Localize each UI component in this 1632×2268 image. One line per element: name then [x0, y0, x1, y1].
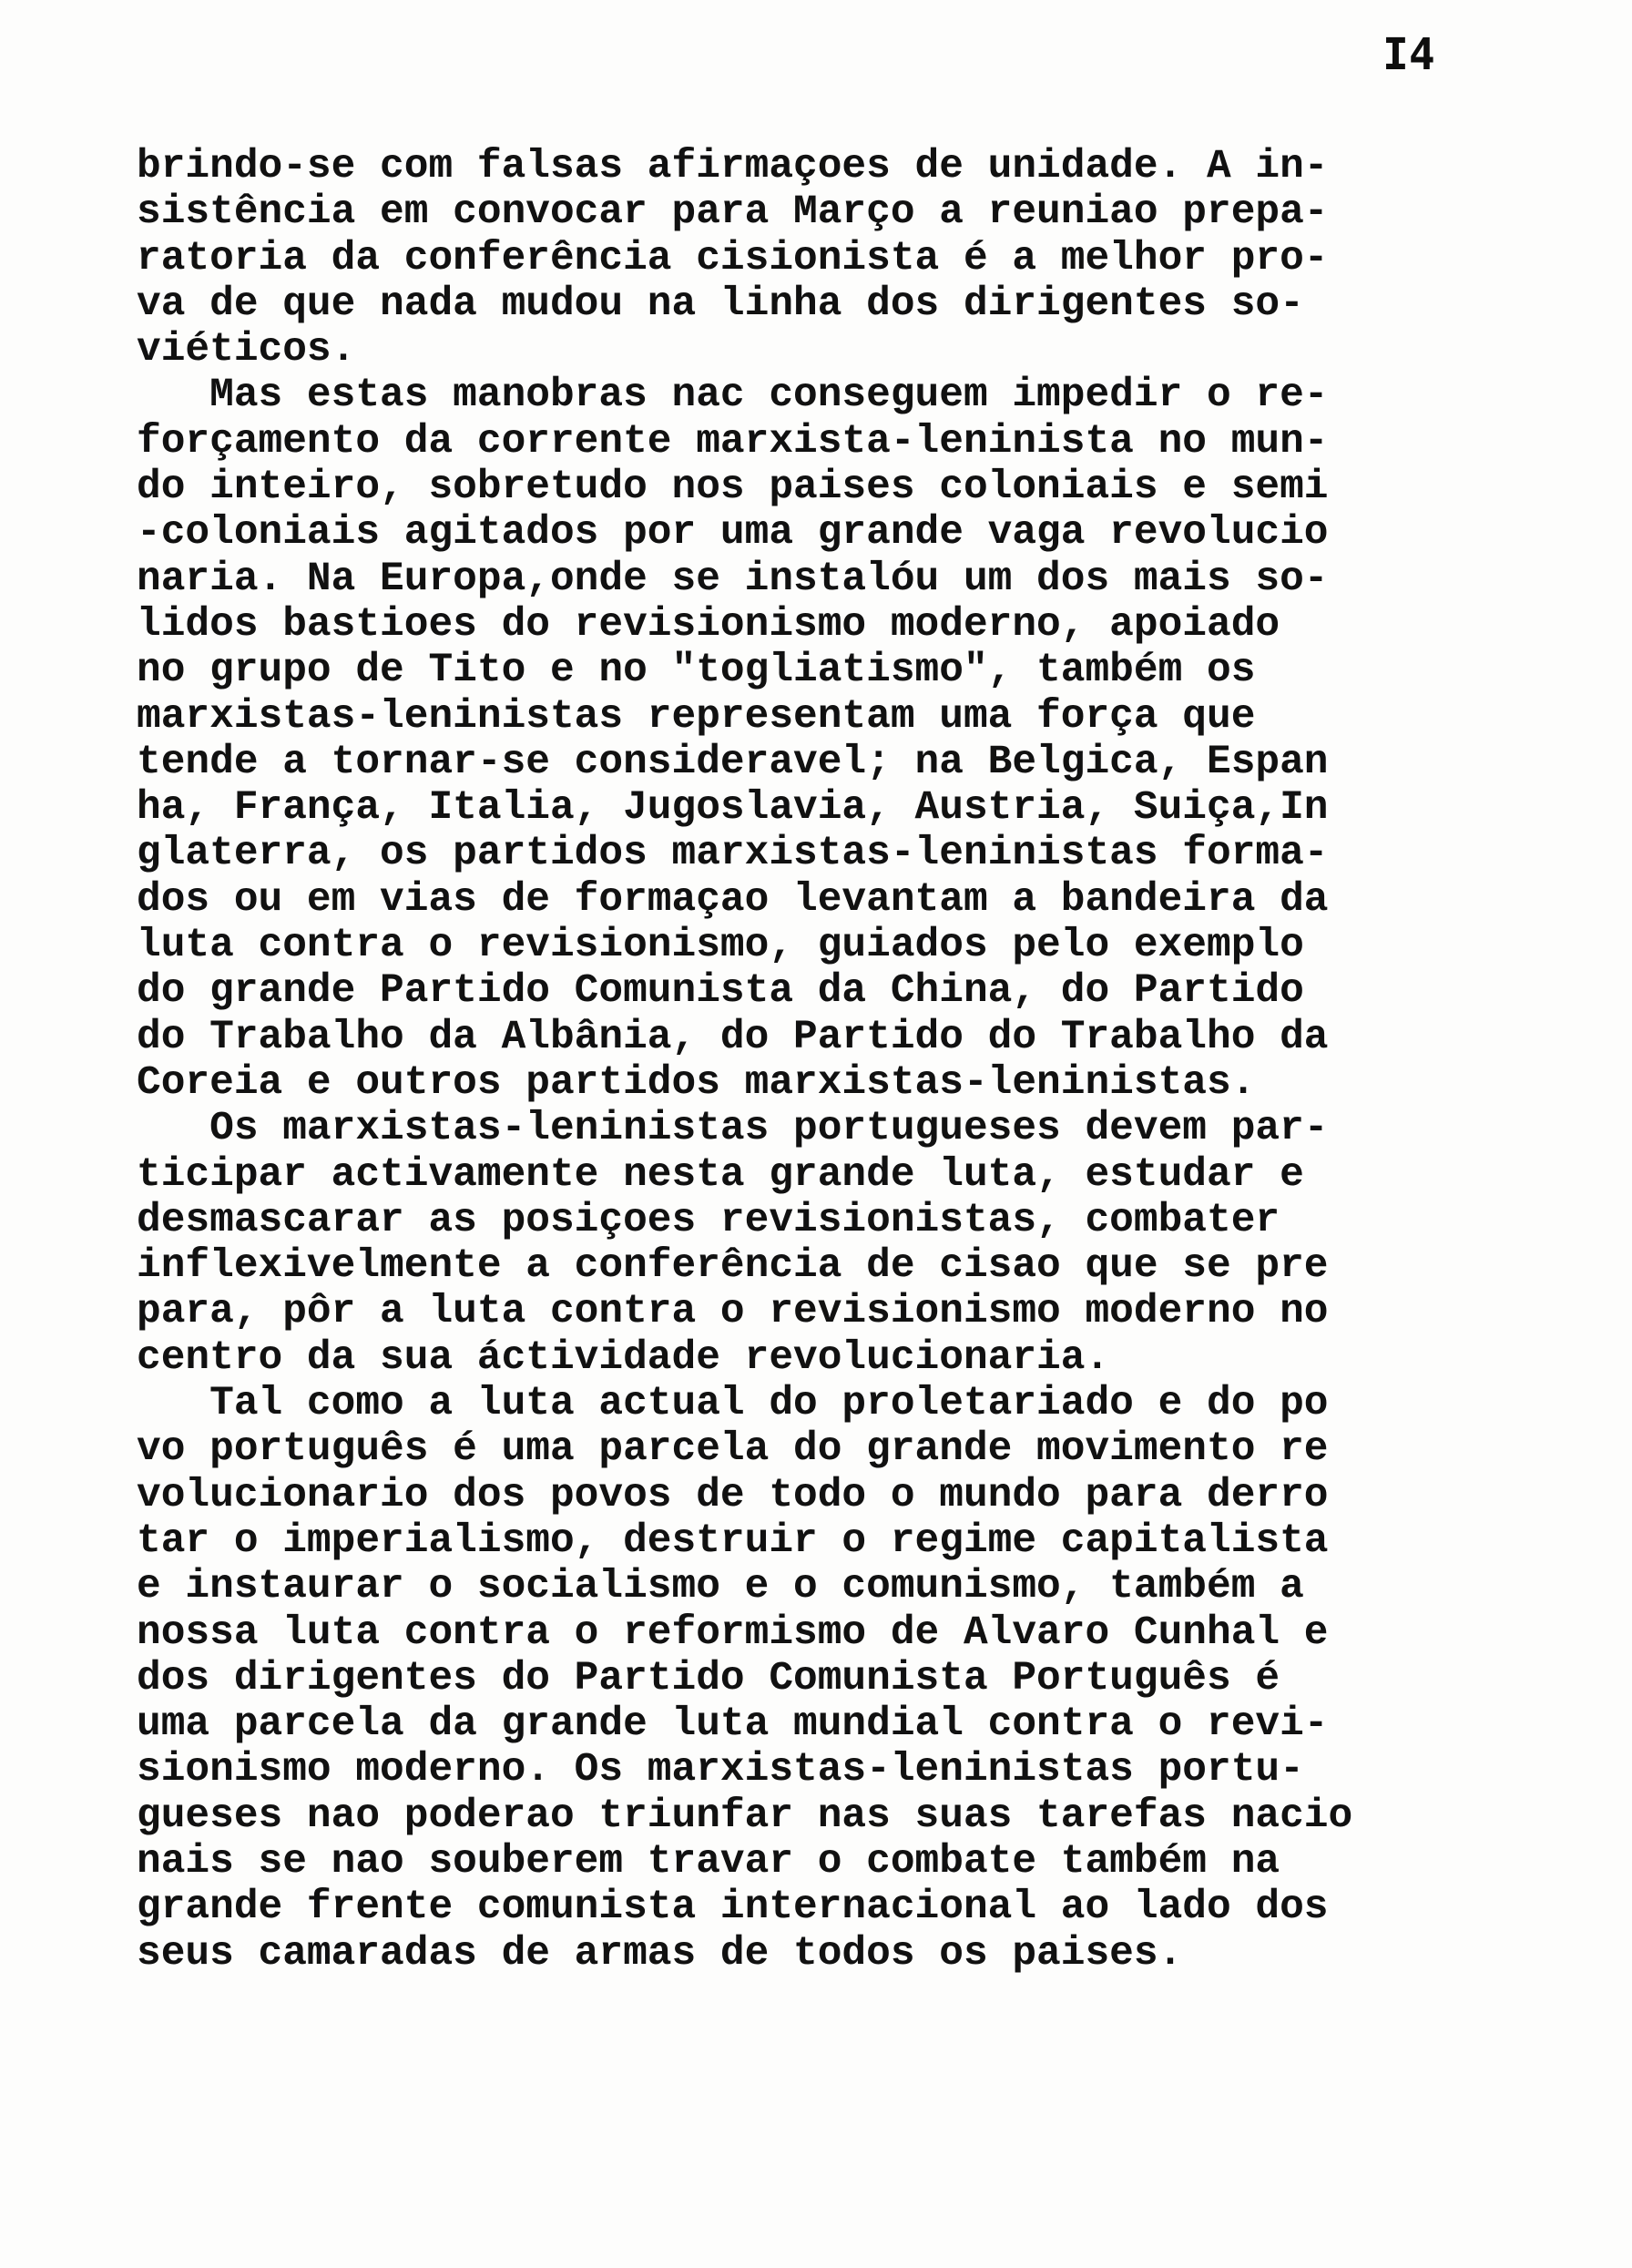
text-line: seus camaradas de armas de todos os paises.: [137, 1930, 1183, 1977]
text-line: dos dirigentes do Partido Comunista Português é: [137, 1655, 1280, 1701]
text-line: ratoria da conferência cisionista é a melhor pro-: [137, 235, 1329, 281]
text-line: va de que nada mudou na linha dos dirigentes so-: [137, 281, 1304, 327]
text-line: lidos bastioes do revisionismo moderno, apoiado: [137, 601, 1280, 648]
text-line: para, pôr a luta contra o revisionismo moderno no: [137, 1289, 1329, 1335]
text-line: desmascarar as posiçoes revisionistas, combater: [137, 1197, 1280, 1243]
text-line: tar o imperialismo, destruir o regime capitalista: [137, 1517, 1329, 1564]
text-line: do inteiro, sobretudo nos paises coloniais e semi: [137, 465, 1329, 511]
text-line: centro da sua áctividade revolucionaria.: [137, 1334, 1110, 1381]
text-line: Os marxistas-leninistas portugueses devem par-: [137, 1106, 1329, 1152]
text-line: nais se nao souberem travar o combate também na: [137, 1838, 1280, 1885]
text-line: volucionario dos povos de todo o mundo para derro: [137, 1472, 1329, 1518]
text-line: viéticos.: [137, 327, 356, 373]
text-line: sionismo moderno. Os marxistas-leninistas portu-: [137, 1747, 1304, 1793]
text-line: forçamento da corrente marxista-leninista no mun-: [137, 418, 1329, 465]
page-number: I4: [1382, 29, 1435, 80]
text-line: do grande Partido Comunista da China, do Partido: [137, 968, 1304, 1015]
text-line: inflexivelmente a conferência de cisao que se pre: [137, 1243, 1329, 1290]
text-line: brindo-se com falsas afirmaçoes de unidade. A in-: [137, 144, 1329, 189]
text-line: Tal como a luta actual do proletariado e do po: [137, 1381, 1329, 1427]
text-line: luta contra o revisionismo, guiados pelo exemplo: [137, 923, 1304, 969]
body-text: [137, 144, 1539, 1977]
text-line: Mas estas manobras nac conseguem impedir o re-: [137, 373, 1329, 419]
text-line: ticipar activamente nesta grande luta, estudar e: [137, 1151, 1304, 1198]
text-line: tende a tornar-se consideravel; na Belgica, Espan: [137, 739, 1329, 785]
text-line: grande frente comunista internacional ao lado dos: [137, 1885, 1329, 1931]
text-line: glaterra, os partidos marxistas-leninistas forma-: [137, 831, 1329, 877]
text-line: no grupo de Tito e no "togliatismo", também os: [137, 648, 1256, 694]
text-line: dos ou em vias de formaçao levantam a bandeira da: [137, 876, 1329, 923]
text-line: e instaurar o socialismo e o comunismo, também a: [137, 1564, 1304, 1610]
text-line: do Trabalho da Albânia, do Partido do Trabalho da: [137, 1014, 1329, 1060]
text-line: uma parcela da grande luta mundial contra o revi-: [137, 1701, 1329, 1748]
text-line: Coreia e outros partidos marxistas-leninistas.: [137, 1059, 1256, 1106]
text-line: sistência em convocar para Março a reuniao prepa-: [137, 189, 1329, 236]
text-line: ha, França, Italia, Jugoslavia, Austria, Suiça,In: [137, 785, 1329, 832]
text-line: nossa luta contra o reformismo de Alvaro Cunhal e: [137, 1609, 1329, 1656]
text-line: gueses nao poderao triunfar nas suas tarefas nacio: [137, 1793, 1353, 1839]
text-line: -coloniais agitados por uma grande vaga revolucio: [137, 510, 1329, 557]
text-line: marxistas-leninistas representam uma força que: [137, 693, 1256, 740]
text-line: naria. Na Europa,onde se instalóu um dos mais so-: [137, 556, 1329, 602]
text-line: vo português é uma parcela do grande movimento re: [137, 1426, 1329, 1473]
